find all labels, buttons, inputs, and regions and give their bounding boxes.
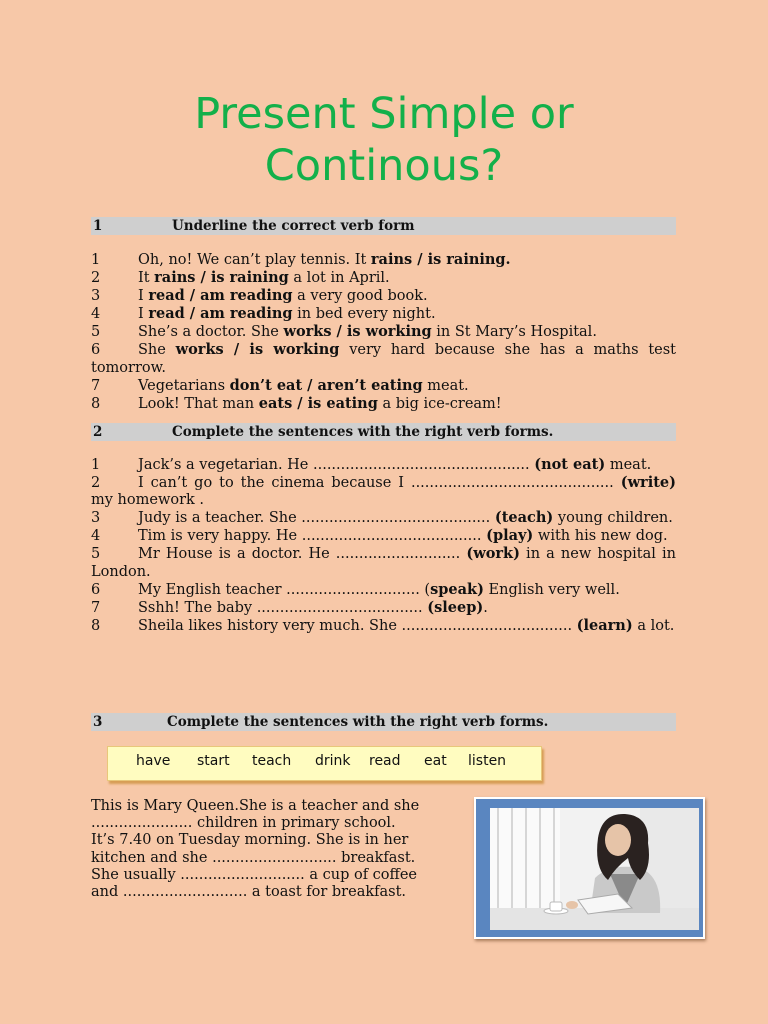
item-verb-options: rains / is raining <box>154 269 289 287</box>
item-text: Sshh! The baby .................................... <box>138 599 428 616</box>
word-bank <box>107 746 542 781</box>
exercise-item <box>91 617 676 635</box>
item-verb-options: (play) <box>486 527 534 545</box>
item-number: 8 <box>91 617 101 634</box>
section-3-heading <box>91 713 676 731</box>
item-text: Jack’s a vegetarian. He ............................................... <box>138 457 535 473</box>
exercise-item <box>91 269 676 287</box>
item-verb-options: eats / is eating <box>258 394 378 412</box>
item-verb-options: (learn) <box>576 616 633 634</box>
section-3-title: Complete the sentences with the right verb forms. <box>167 714 549 730</box>
item-number: 7 <box>91 599 101 616</box>
item-text: in a new hospital in London. <box>91 546 676 580</box>
item-text: in St Mary’s Hospital. <box>431 324 597 341</box>
exercise-item <box>91 395 676 413</box>
item-number: 6 <box>91 342 101 359</box>
exercise-item <box>91 456 676 474</box>
item-number: 4 <box>91 306 101 323</box>
item-text: my homework . <box>91 492 205 509</box>
item-verb-options: (not eat) <box>534 456 606 473</box>
item-text: English very well. <box>483 581 620 598</box>
item-number: 4 <box>91 528 101 545</box>
item-number: 3 <box>91 510 101 527</box>
item-text: She’s a doctor. She <box>138 324 284 341</box>
item-text: . <box>483 599 488 616</box>
exercise-item <box>91 341 676 376</box>
item-text: I <box>138 306 149 323</box>
word-bank-item: listen <box>468 753 507 769</box>
item-verb-options: (write) <box>620 474 676 492</box>
section-2-title: Complete the sentences with the right verb forms. <box>172 424 554 440</box>
item-text: Vegetarians <box>138 377 230 394</box>
section-1-list <box>91 251 676 413</box>
exercise-item <box>91 545 676 580</box>
item-text: I can’t go to the cinema because I ............................................ <box>138 475 621 492</box>
item-verb-options: read / am reading <box>148 305 293 323</box>
item-verb-options: works / is working <box>175 341 340 359</box>
item-verb-options: (work) <box>466 545 520 563</box>
exercise-item <box>91 251 676 269</box>
item-text: Judy is a teacher. She ......................................... <box>138 510 495 527</box>
section-1-number: 1 <box>93 218 103 234</box>
item-text: My English teacher ............................. ( <box>138 581 431 598</box>
exercise-item <box>91 287 676 305</box>
item-verb-options: don’t eat / aren’t eating <box>229 376 423 394</box>
exercise-item <box>91 305 676 323</box>
exercise-item <box>91 509 676 527</box>
exercise-item <box>91 581 676 599</box>
word-bank-item: eat <box>424 753 447 769</box>
word-bank-item: read <box>369 753 401 769</box>
word-bank-item: teach <box>252 753 292 769</box>
item-text: Oh, no! We can’t play tennis. It <box>138 252 371 268</box>
paragraph-line: ...................... children in primary school. <box>91 815 396 832</box>
exercise-item <box>91 527 676 545</box>
title-line-2: Continous? <box>264 141 504 191</box>
item-text: in bed every night. <box>292 306 436 323</box>
item-number: 1 <box>91 457 101 473</box>
item-text: meat. <box>605 457 652 473</box>
item-verb-options: speak) <box>430 580 484 598</box>
item-number: 2 <box>91 270 101 287</box>
item-number: 3 <box>91 288 101 305</box>
item-text: with his new dog. <box>533 528 668 545</box>
section-2-number: 2 <box>93 424 103 440</box>
item-number: 1 <box>91 252 101 268</box>
word-bank-item: have <box>136 753 171 769</box>
word-bank-item: drink <box>315 753 351 769</box>
item-verb-options: (sleep) <box>427 598 484 616</box>
exercise-item <box>91 323 676 341</box>
item-number: 5 <box>91 546 101 563</box>
section-1-heading <box>91 217 676 235</box>
paragraph-line: This is Mary Queen.She is a teacher and she <box>91 798 420 814</box>
word-bank-item: start <box>197 753 230 769</box>
item-verb-options: works / is working <box>283 323 432 341</box>
exercise-item <box>91 474 676 509</box>
section-2-list <box>91 456 676 635</box>
paragraph-line: kitchen and she ........................... breakfast. <box>91 849 416 866</box>
item-text: She <box>138 342 176 359</box>
item-text: young children. <box>553 510 673 527</box>
title-line-1: Present Simple or <box>194 89 574 139</box>
item-number: 5 <box>91 324 101 341</box>
item-text: I <box>138 288 149 305</box>
page-title <box>0 88 768 192</box>
section-1-title: Underline the correct verb form <box>172 218 415 234</box>
item-text: a lot in April. <box>288 270 390 287</box>
item-number: 6 <box>91 581 101 598</box>
item-text: Sheila likes history very much. She ..................................... <box>138 617 577 634</box>
item-text: Tim is very happy. He ....................................... <box>138 528 487 545</box>
item-number: 8 <box>91 395 101 412</box>
woman-reading-photo <box>474 797 705 939</box>
item-verb-options: (teach) <box>494 509 554 527</box>
item-number: 2 <box>91 475 101 492</box>
item-text: meat. <box>422 377 469 394</box>
item-text: Mr House is a doctor. He ........................... <box>138 546 467 563</box>
item-text: very hard because she has a maths test tomorrow. <box>91 342 676 376</box>
item-text: a big ice-cream! <box>377 395 502 412</box>
item-verb-options: rains / is raining. <box>370 251 511 268</box>
section-2-heading <box>91 423 676 441</box>
photo-illustration <box>490 808 699 930</box>
item-verb-options: read / am reading <box>148 287 293 305</box>
exercise-item <box>91 599 676 617</box>
item-number: 7 <box>91 377 101 394</box>
paragraph-line: She usually ........................... a cup of coffee <box>91 866 417 883</box>
paragraph-line: It’s 7.40 on Tuesday morning. She is in her <box>91 832 409 849</box>
section-3-number: 3 <box>93 714 103 730</box>
item-text: It <box>138 270 155 287</box>
mary-queen-paragraph <box>91 798 463 901</box>
paragraph-line: and ........................... a toast for breakfast. <box>91 884 407 901</box>
item-text: Look! That man <box>138 395 259 412</box>
item-text: a lot. <box>632 617 675 634</box>
item-text: a very good book. <box>292 288 428 305</box>
exercise-item <box>91 377 676 395</box>
